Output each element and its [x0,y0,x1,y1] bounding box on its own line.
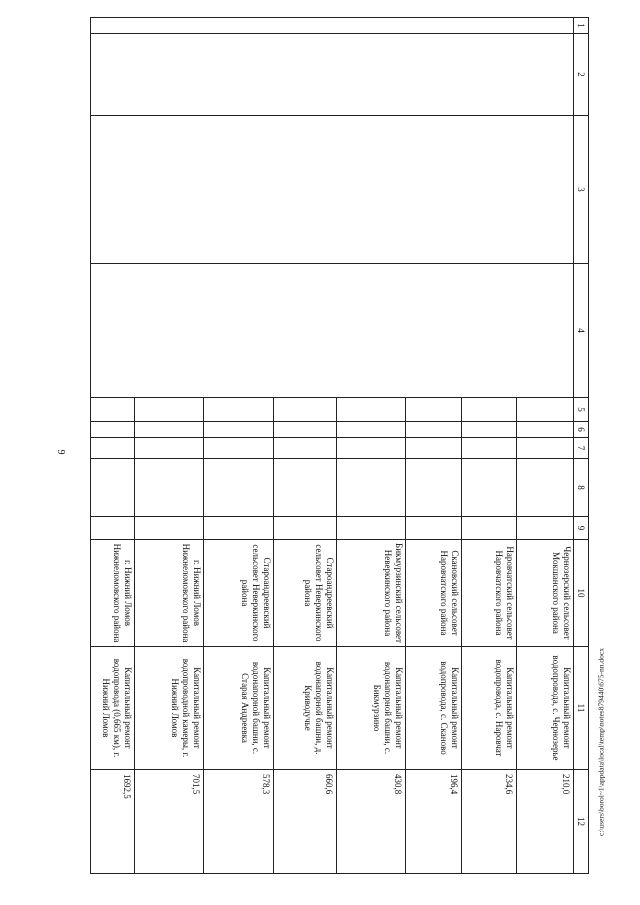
work-description-cell: Капитальный ремонт водопровода, с. Чернозерье [517,647,574,770]
table-cell [135,398,204,422]
table-cell [204,398,274,422]
table-region [90,17,589,873]
table-cell [517,398,574,422]
municipality-cell: Скановский сельсовет Наровчатского района [406,540,462,647]
amount-cell: 234,6 [462,770,517,874]
column-header: 11 [574,647,589,770]
amount-cell: 196,4 [406,770,462,874]
column-header: 8 [574,459,589,517]
table-cell [274,398,337,422]
column-header: 6 [574,422,589,438]
table-cell [274,459,337,517]
column-header: 9 [574,517,589,540]
table-cell [91,398,135,422]
table-cell [462,398,517,422]
amount-cell: 660,6 [274,770,337,874]
work-description-cell: Капитальный ремонт водонапорной башни, д. Криводучье [274,647,337,770]
table-cell [135,438,204,459]
work-description-cell: Капитальный ремонт водонапорной башни, с. Старая Андреевка [204,647,274,770]
municipality-cell: Наровчатский сельсовет Наровчатского района [462,540,517,647]
table-cell [91,116,574,264]
table-cell [204,438,274,459]
table-cell [406,422,462,438]
table-cell [204,459,274,517]
table-cell [91,438,135,459]
table-cell [517,422,574,438]
column-header: 4 [574,264,589,398]
municipality-cell: г. Нижний Ломов Нижнеломовского района [135,540,204,647]
table-cell [204,422,274,438]
table-cell [91,18,574,34]
table-cell [91,517,135,540]
table-cell [337,459,406,517]
table-cell [135,422,204,438]
amount-cell: 430,8 [337,770,406,874]
amount-cell: 701,5 [135,770,204,874]
work-description-cell: Капитальный ремонт водопровода, с. Наровчат [462,647,517,770]
work-description-cell: Капитальный ремонт водонапорной башни, с. Бикмурзино [337,647,406,770]
table-cell [135,459,204,517]
file-path-footer: c:\users\borol~1\appdata\local\temp\notes879440\675-nn.docx [596,648,606,836]
column-header: 7 [574,438,589,459]
table-cell [91,459,135,517]
amount-cell: 578,3 [204,770,274,874]
column-header: 12 [574,770,589,874]
table-cell [462,459,517,517]
table-cell [462,422,517,438]
municipality-cell: г. Нижний Ломов Нижнеломовского района [91,540,135,647]
table-cell [274,422,337,438]
column-header: 2 [574,34,589,116]
table-cell [406,459,462,517]
municipality-cell: Чернозерский сельсовет Мокшанского района [517,540,574,647]
table-cell [406,438,462,459]
column-header: 3 [574,116,589,264]
table-cell [462,438,517,459]
table-cell [91,264,574,398]
municipality-cell: Бикмурзинский сельсовет Неверкинского района [337,540,406,647]
table-cell [462,517,517,540]
table-cell [337,398,406,422]
amount-cell: 1692,5 [91,770,135,874]
work-description-cell: Капитальный ремонт водопровода, с. Сканово [406,647,462,770]
table-cell [91,34,574,116]
table-row [517,18,574,874]
table-cell [337,438,406,459]
column-header: 10 [574,540,589,647]
table-cell [406,517,462,540]
table-cell [91,422,135,438]
amount-cell: 210,0 [517,770,574,874]
table-cell [406,398,462,422]
table-cell [517,517,574,540]
table-cell [337,422,406,438]
table-cell [274,517,337,540]
work-description-cell: Капитальный ремонт водопроводной камеры, г. Нижний Ломов [135,647,204,770]
table-cell [274,438,337,459]
column-header: 1 [574,18,589,34]
table-cell [204,517,274,540]
work-description-cell: Капитальный ремонт водопровода (0,665 км), г. Нижний Ломов [91,647,135,770]
table-header-row [574,18,589,874]
data-table [90,17,589,874]
column-header: 5 [574,398,589,422]
table-cell [337,517,406,540]
table-cell [135,517,204,540]
municipality-cell: Староандреевский сельсовет Неверкинского района [204,540,274,647]
table-cell [517,459,574,517]
page-number: 9 [55,449,66,455]
table-cell [517,438,574,459]
municipality-cell: Староандреевский сельсовет Неверкинского района [274,540,337,647]
